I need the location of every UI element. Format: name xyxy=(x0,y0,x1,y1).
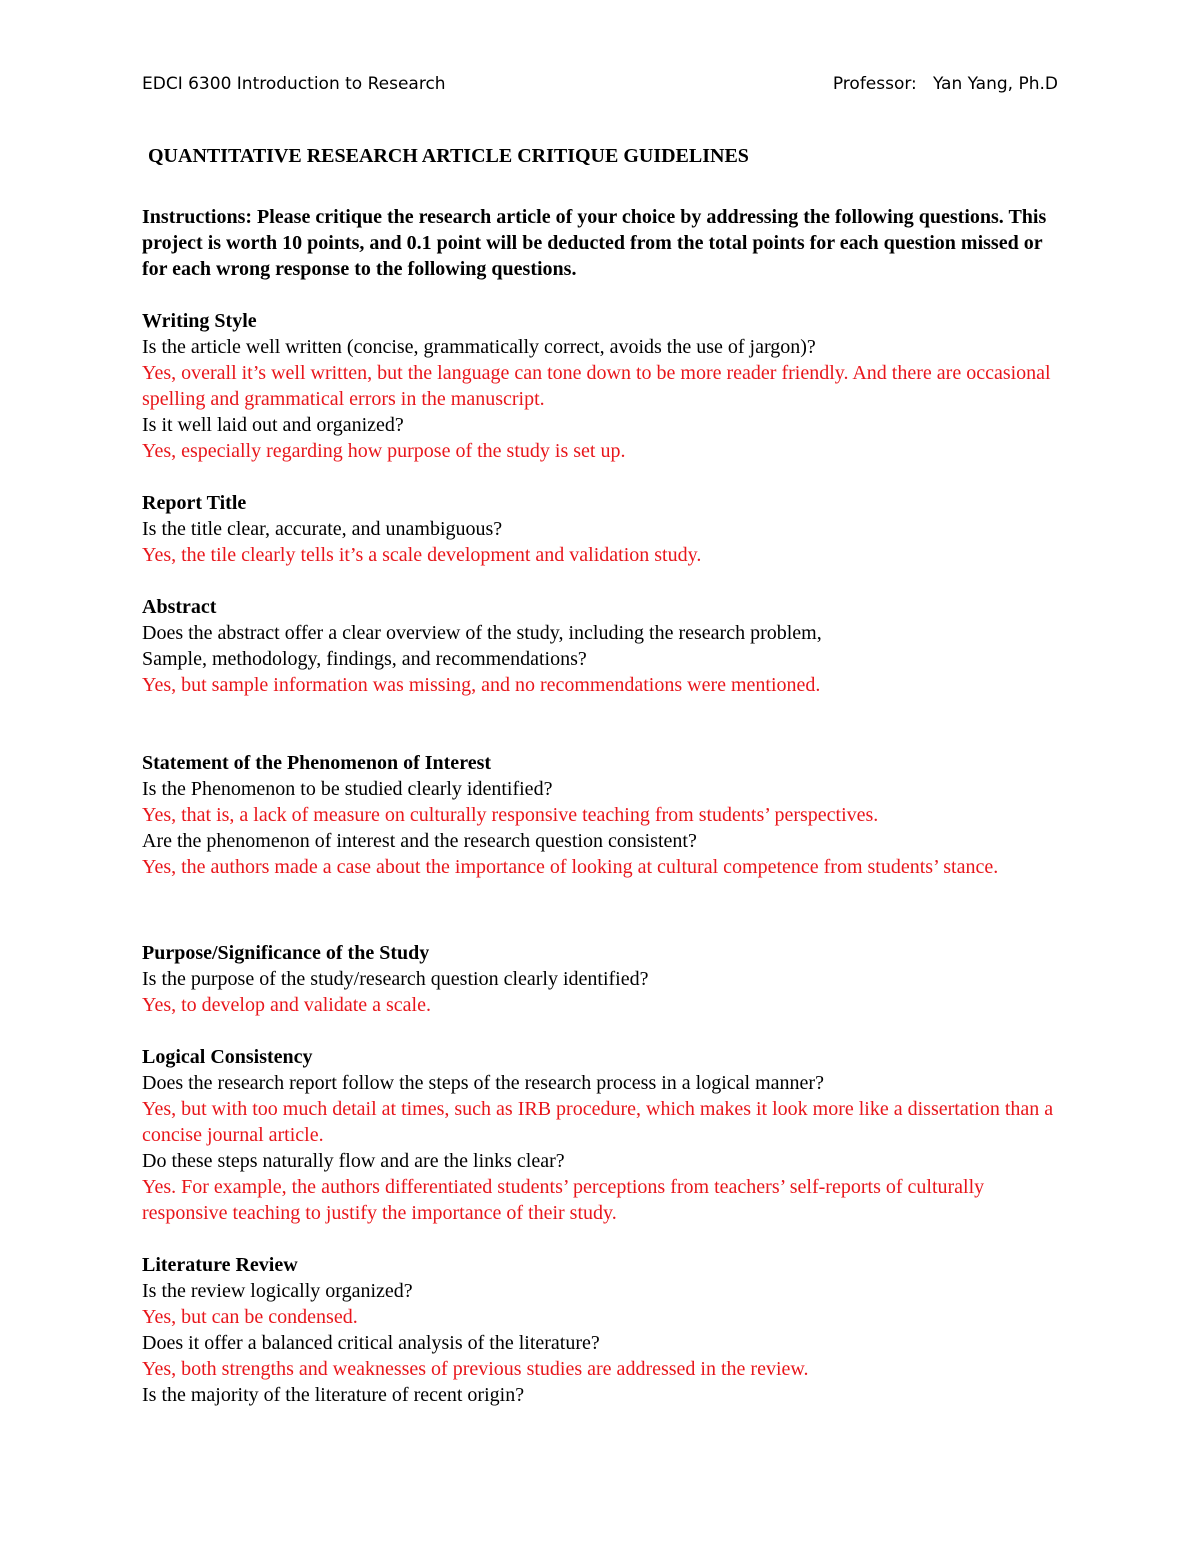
document-title: QUANTITATIVE RESEARCH ARTICLE CRITIQUE GUIDELINES xyxy=(148,145,749,167)
answer: Yes, but sample information was missing, and no recommendations were mentioned. xyxy=(142,674,821,696)
question: Are the phenomenon of interest and the research question consistent? xyxy=(142,830,697,852)
answer: Yes, overall it’s well written, but the language can tone down to be more reader friendly. And there are occasional spelling and grammatical errors in the manuscript. xyxy=(142,362,1051,410)
answer: Yes, to develop and validate a scale. xyxy=(142,994,431,1016)
answer: Yes, the tile clearly tells it’s a scale development and validation study. xyxy=(142,544,702,566)
section-heading: Purpose/Significance of the Study xyxy=(142,942,430,964)
answer: Yes, both strengths and weaknesses of previous studies are addressed in the review. xyxy=(142,1358,809,1380)
section-heading: Report Title xyxy=(142,492,247,514)
document-body xyxy=(142,138,1062,1434)
question: Sample, methodology, findings, and recommendations? xyxy=(142,648,587,670)
section-heading: Logical Consistency xyxy=(142,1046,313,1068)
answer: Yes. For example, the authors differentiated students’ perceptions from teachers’ self-reports of culturally responsive teaching to justify the importance of their study. xyxy=(142,1176,985,1224)
question: Does it offer a balanced critical analysis of the literature? xyxy=(142,1332,600,1354)
question: Is it well laid out and organized? xyxy=(142,414,404,436)
question: Does the abstract offer a clear overview of the study, including the research problem, xyxy=(142,622,822,644)
question: Is the Phenomenon to be studied clearly identified? xyxy=(142,778,553,800)
professor-name: Professor: Yan Yang, Ph.D xyxy=(832,74,1058,94)
course-title: EDCI 6300 Introduction to Research xyxy=(142,74,446,94)
answer: Yes, but can be condensed. xyxy=(142,1306,358,1328)
section-logical-consistency xyxy=(142,1044,1062,1226)
answer: Yes, that is, a lack of measure on culturally responsive teaching from students’ perspectives. xyxy=(142,804,879,826)
section-literature-review xyxy=(142,1252,1062,1408)
section-heading: Abstract xyxy=(142,596,217,618)
section-heading: Statement of the Phenomenon of Interest xyxy=(142,752,492,774)
answer: Yes, but with too much detail at times, such as IRB procedure, which makes it look more like a dissertation than a concise journal article. xyxy=(142,1098,1054,1146)
answer: Yes, especially regarding how purpose of the study is set up. xyxy=(142,440,626,462)
question: Is the title clear, accurate, and unambiguous? xyxy=(142,518,503,540)
section-report-title xyxy=(142,490,1062,568)
section-heading: Writing Style xyxy=(142,310,257,332)
question: Is the purpose of the study/research question clearly identified? xyxy=(142,968,649,990)
section-purpose xyxy=(142,940,1062,1018)
page-header xyxy=(142,70,1060,98)
question: Is the review logically organized? xyxy=(142,1280,413,1302)
question: Is the article well written (concise, grammatically correct, avoids the use of jargon)? xyxy=(142,336,816,358)
question: Does the research report follow the steps of the research process in a logical manner? xyxy=(142,1072,824,1094)
instructions: Instructions: Please critique the research article of your choice by addressing the following questions. This project is worth 10 points, and 0.1 point will be deducted from the total points for each question missed or for each wrong response to the following questions. xyxy=(142,206,1047,280)
question: Is the majority of the literature of recent origin? xyxy=(142,1384,525,1406)
section-phenomenon xyxy=(142,750,1062,880)
answer: Yes, the authors made a case about the importance of looking at cultural competence from students’ stance. xyxy=(142,856,999,878)
section-abstract xyxy=(142,594,1062,698)
question: Do these steps naturally flow and are the links clear? xyxy=(142,1150,565,1172)
section-writing-style xyxy=(142,308,1062,464)
section-heading: Literature Review xyxy=(142,1254,298,1276)
